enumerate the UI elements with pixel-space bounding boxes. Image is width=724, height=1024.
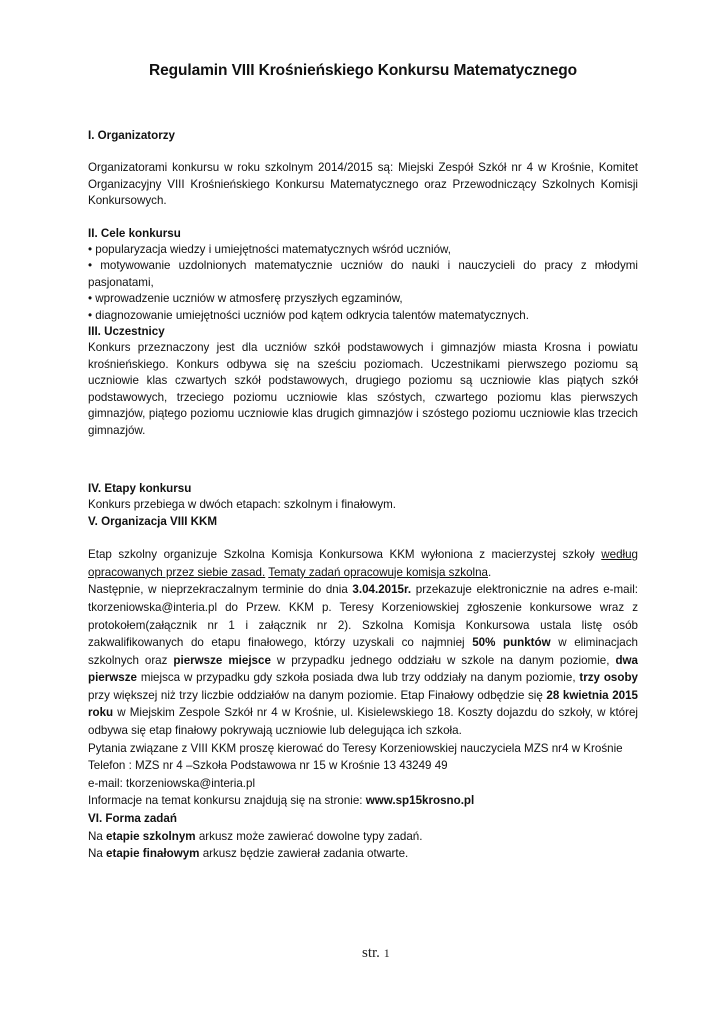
page-title: Regulamin VIII Krośnieńskiego Konkursu Matematycznego (149, 62, 577, 79)
task-form-school: Na etapie szkolnym arkusz może zawierać dowolne typy zadań. (88, 829, 423, 843)
participants-paragraph: Konkurs przeznaczony jest dla uczniów szkół podstawowych i gimnazjów miasta Krosna i powiatu krośnieńskiego. Konkurs odbywa się na sześciu poziomach. Uczestnikami pierwszego poziomu są uczniowie klas czwartych szkół podstawowych, drugiego poziomu są uczniowie klas piątych szkół podstawowych, trzeciego poziomu uczniowie klas szóstych, czwartego poziomu klas pierwszych gimnazjów, piątego poziomu uczniowie klas drugich gimnazjów i szóstego poziomu uczniowie klas trzecich gimnazjów. (88, 341, 638, 437)
organization-paragraph-2: Następnie, w nieprzekraczalnym terminie do dnia 3.04.2015r. przekazuje elektronicznie na adres e-mail: tkorzeniowska@interia.pl do Przew. KKM p. Teresy Korzeniowskiej zgłoszenie konkursowe wraz z protokołem(załącznik nr 1 i załącznik nr 2). Szkolna Komisja Konkursowa ustala listę osób zakwalifikowanych do etapu finałowego, którzy uzyskali co najmniej 50% punktów w eliminacjach szkolnych oraz pierwsze miejsce w przypadku jednego oddziału w szkole na danym poziomie, dwa pierwsze miejsca w przypadku gdy szkoła posiada dwa lub trzy oddziały na danym poziomie, trzy osoby przy większej niż trzy liczbie oddziałów na danym poziomie. Etap Finałowy odbędzie się 28 kwietnia 2015 roku w Miejskim Zespole Szkół nr 4 w Krośnie, ul. Kisielewskiego 18. Koszty dojazdu do szkoły, w której odbywa się etap finałowy pokrywają uczniowie lub delegująca ich szkoła. (88, 583, 638, 738)
section-heading-task-form: VI. Forma zadań (88, 812, 177, 826)
document-body (88, 128, 638, 863)
section-heading-goals: II. Cele konkursu (88, 226, 181, 240)
organization-paragraph-1: Etap szkolny organizuje Szkolna Komisja Konkursowa KKM wyłoniona z macierzystej szkoły według opracowanych przez siebie zasad. Tematy zadań opracowuje komisja szkolna. (88, 548, 638, 579)
contact-website: Informacje na temat konkursu znajdują się na stronie: www.sp15krosno.pl (88, 794, 475, 808)
page-number: str. 1 (362, 945, 390, 961)
contact-questions: Pytania związane z VIII KKM proszę kierować do Teresy Korzeniowskiej nauczyciela MZS nr4 w Krośnie (88, 741, 623, 755)
section-heading-organization: V. Organizacja VIII KKM (88, 514, 218, 528)
section-heading-stages: IV. Etapy konkursu (88, 481, 192, 495)
section-heading-organizers: I. Organizatorzy (88, 129, 175, 142)
section-heading-participants: III. Uczestnicy (88, 325, 165, 339)
contact-email: e-mail: tkorzeniowska@interia.pl (88, 776, 256, 790)
contact-phone: Telefon : MZS nr 4 –Szkoła Podstawowa nr 15 w Krośnie 13 43249 49 (88, 759, 448, 773)
goal-item: • motywowanie uzdolnionych matematycznie uczniów do nauki i nauczycieli do pracy z młodymi pasjonatami, (88, 259, 638, 289)
organizers-paragraph: Organizatorami konkursu w roku szkolnym 2014/2015 są: Miejski Zespół Szkół nr 4 w Krośnie, Komitet Organizacyjny VIII Krośnieńskiego Konkursu Matematycznego oraz Przewodniczący Szkolnych Komisji Konkursowych. (88, 161, 638, 208)
task-form-final: Na etapie finałowym arkusz będzie zawierał zadania otwarte. (88, 847, 409, 861)
goal-item: • popularyzacja wiedzy i umiejętności matematycznych wśród uczniów, (88, 243, 451, 257)
goal-item: • diagnozowanie umiejętności uczniów pod kątem odkrycia talentów matematycznych. (88, 308, 529, 322)
stages-paragraph: Konkurs przebiega w dwóch etapach: szkolnym i finałowym. (88, 498, 397, 512)
goal-item: • wprowadzenie uczniów w atmosferę przyszłych egzaminów, (88, 292, 403, 306)
